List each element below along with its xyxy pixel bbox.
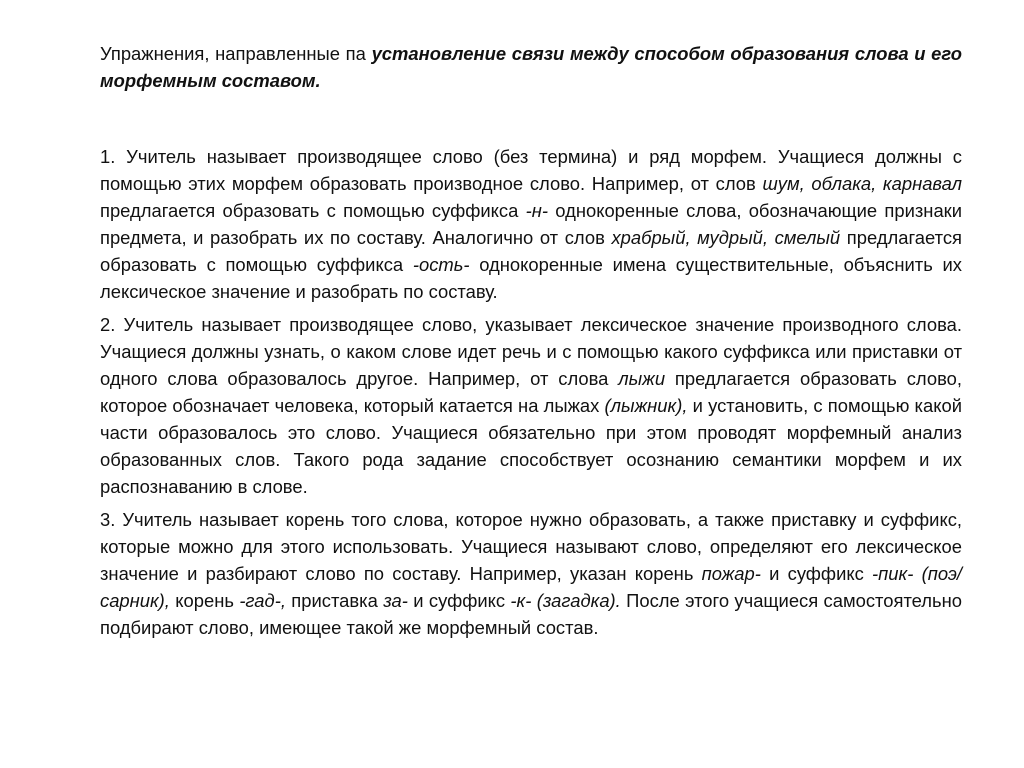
p1-text-5: однокоренные имена существительные, объяснить их лексическое значение и разобрать по составу. [100, 254, 962, 302]
p2-text-2: предлагается образовать слово, которое обозначает человека, который катается на лыжах [100, 368, 962, 416]
p2-italic-2: (лыжник), [604, 395, 688, 416]
p1-italic-3: храбрый, мудрый, смелый [611, 227, 841, 248]
heading-plain-text: Упражнения, направленные па [100, 43, 372, 64]
p3-text-3: корень [169, 590, 240, 611]
p3-italic-5: -к- (загадка). [510, 590, 621, 611]
p1-text-4: предлагается образовать с помощью суффикса [100, 227, 962, 275]
p3-italic-2: -пик- (поэ/сарник), [100, 563, 962, 611]
p1-italic-2: -н- [525, 200, 548, 221]
p1-text-2: предлагается образовать с помощью суффикса [100, 200, 526, 221]
paragraph-3 [100, 506, 962, 641]
paragraph-2 [100, 311, 962, 500]
p1-italic-1: шум, облака, карнавал [762, 173, 963, 194]
p3-text-5: и суффикс [407, 590, 511, 611]
p1-text-1: 1. Учитель называет производящее слово (без термина) и ряд морфем. Учащиеся должны с помощью этих морфем образовать производное слово. Например, от слов [100, 146, 962, 194]
p3-text-1: 3. Учитель называет корень того слова, которое нужно образовать, а также приставку и суффикс, которые можно для этого использовать. Учащиеся называют слово, определяют его лексическое значение и разбирают слово по составу. Например, указан корень [100, 509, 962, 584]
p1-italic-4: -ость- [412, 254, 470, 275]
p1-text-3: однокоренные слова, обозначающие признаки предмета, и разобрать их по составу. Аналогично от слов [100, 200, 963, 248]
p2-text-3: и установить, с помощью какой части образовалось это слово. Учащиеся обязательно при этом проводят морфемный анализ образованных слов. Такого рода задание способствует осознанию семантики морфем и их распознаванию в слове. [100, 395, 962, 497]
p3-italic-3: -гад-, [239, 590, 286, 611]
p3-text-2: и суффикс [760, 563, 873, 584]
p2-italic-1: лыжи [618, 368, 666, 389]
p2-text-1: 2. Учитель называет производящее слово, указывает лексическое значение производного слова. Учащиеся должны узнать, о каком слове идет речь и с помощью какого суффикса или приставки от одного слова образовалось другое. Например, от слова [100, 314, 962, 389]
paragraph-1 [100, 143, 962, 305]
p3-italic-1: пожар- [701, 563, 761, 584]
document-heading [100, 40, 962, 94]
heading-emphasis-text: установление связи между способом образования слова и его морфемным составом. [100, 43, 962, 91]
p3-italic-4: за- [383, 590, 408, 611]
document-page [100, 40, 962, 647]
p3-text-4: приставка [285, 590, 384, 611]
p3-text-6: После этого учащиеся самостоятельно подбирают слово, имеющее такой же морфемный состав. [100, 590, 962, 638]
